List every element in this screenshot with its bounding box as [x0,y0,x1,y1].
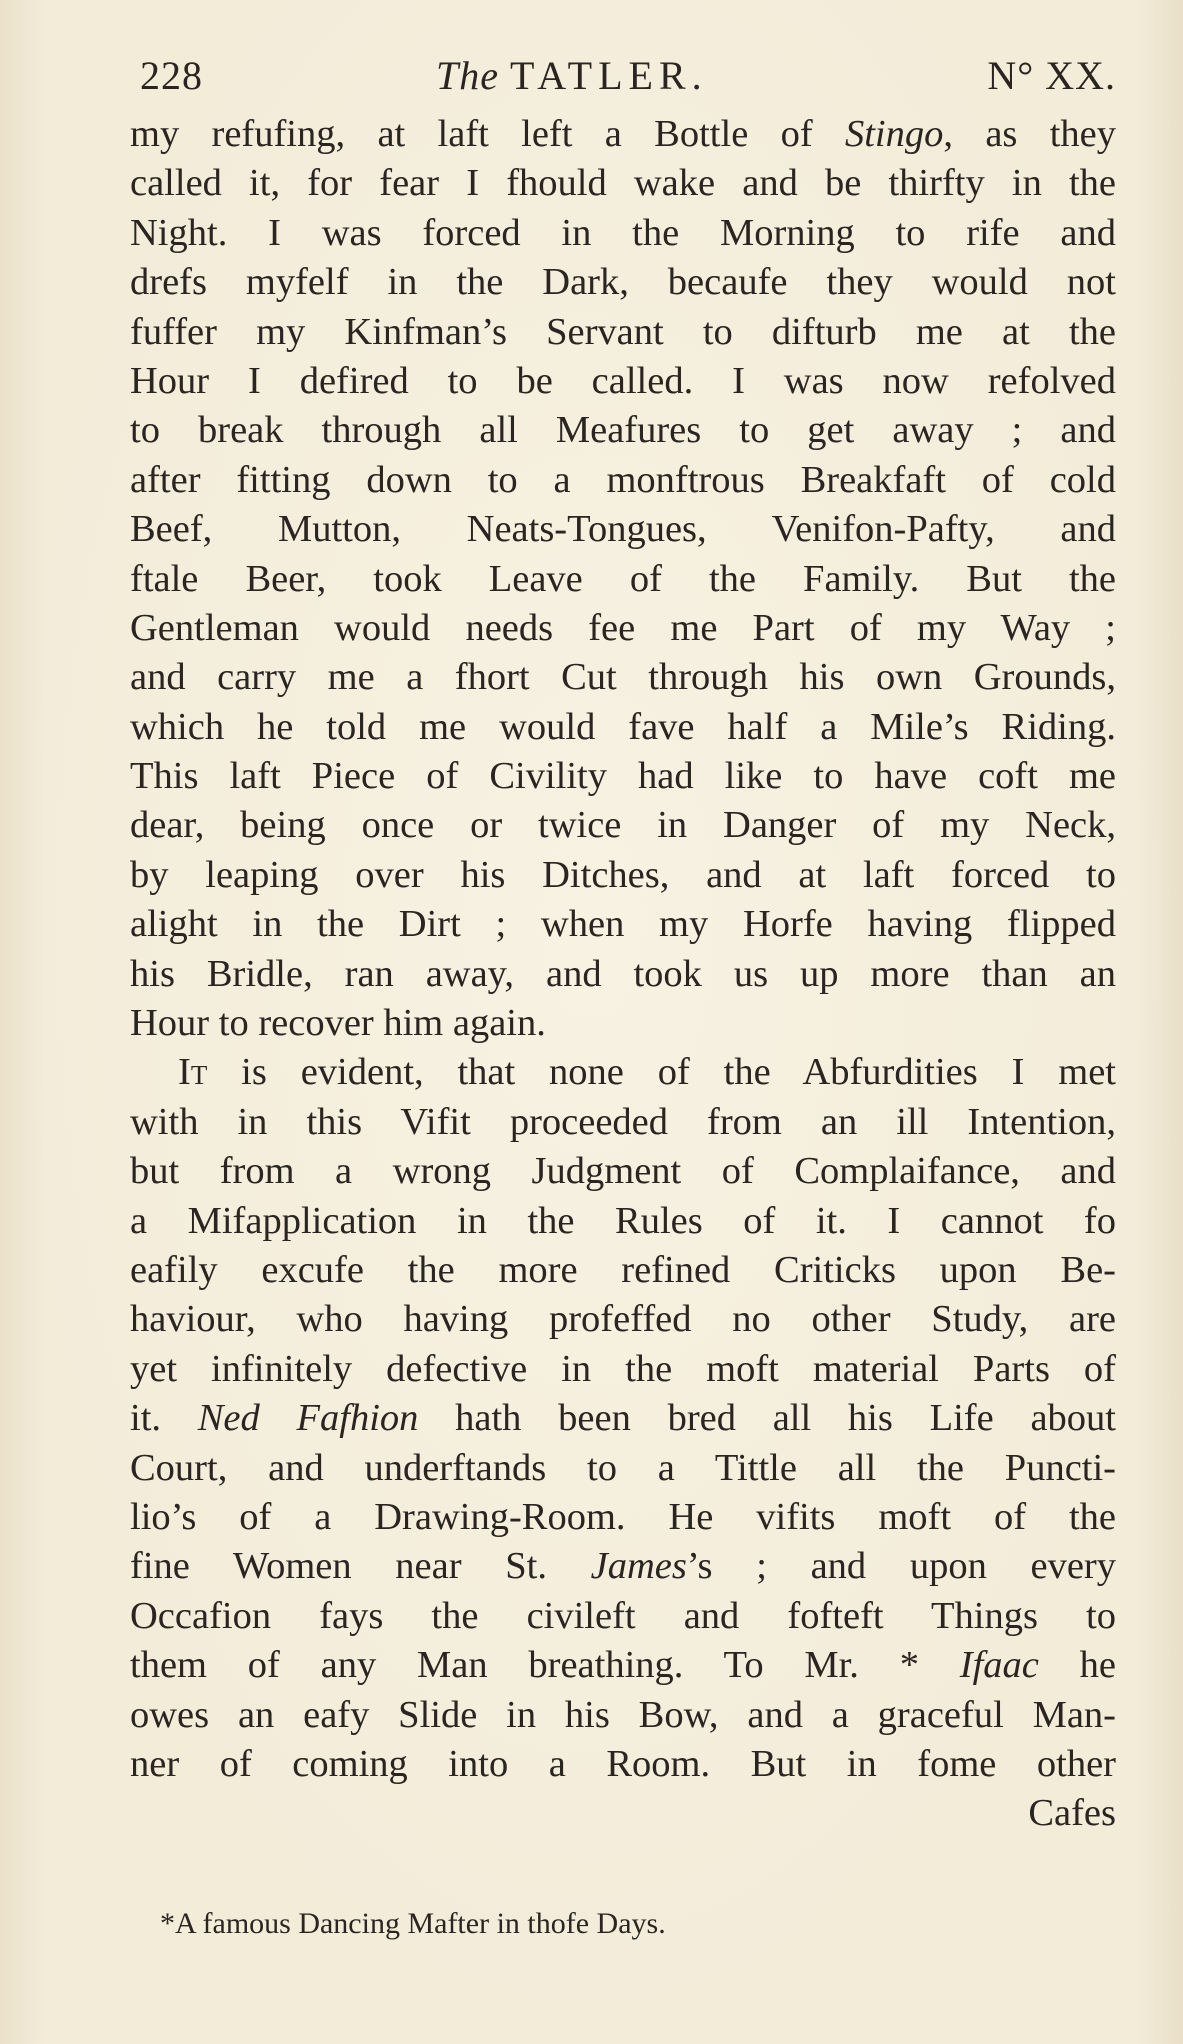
line-text: a Mifapplication in the Rules of it. I cannot fo [130,1199,1116,1242]
text-line [130,703,1116,752]
line-text: fuffer my Kinfman’s Servant to difturb me at the [130,310,1116,353]
text-line [130,209,1116,258]
line-text: ner of coming into a Room. But in fome other [130,1742,1116,1785]
text-line [130,1048,1116,1097]
line-text: eafily excufe the more refined Criticks upon Be- [130,1248,1116,1291]
line-text: drefs myfelf in the Dark, becaufe they would not [130,261,1116,304]
text-line [130,851,1116,900]
text-line [130,357,1116,406]
text-line [130,110,1116,159]
page-number: 228 [140,53,203,98]
text-line [130,653,1116,702]
line-text: to break through all Meafures to get away ; and [130,409,1116,452]
line-text-continued: hath been bred all his Life about [418,1397,1116,1440]
running-head [140,46,1116,106]
line-text: with in this Vifit proceeded from an ill Intention, [130,1100,1116,1143]
running-title-italic: The [436,53,499,98]
text-line [130,505,1116,554]
footnote-text: A famous Dancing Mafter in thofe Days. [175,1907,666,1940]
line-text: ftale Beer, took Leave of the Family. But the [130,557,1116,600]
italic-name: Stingo [844,113,944,155]
text-line [130,999,1116,1048]
text-line [130,308,1116,357]
footnote-marker: * [160,1907,175,1940]
text-line [130,900,1116,949]
italic-name: James [590,1545,687,1588]
line-text: them of any Man breathing. To Mr. * [130,1644,960,1687]
line-text-continued: , as they [943,113,1116,155]
text-line [130,1444,1116,1493]
text-line [130,406,1116,455]
text-line [130,159,1116,208]
text-line [130,1098,1116,1147]
line-text: Night. I was forced in the Morning to rife and [130,211,1116,254]
line-text: which he told me would fave half a Mile’s Riding. [130,705,1116,748]
text-line [130,950,1116,999]
line-text: it. [130,1397,198,1440]
line-text: Gentleman would needs fee me Part of my Way ; [130,606,1116,649]
text-line [130,555,1116,604]
line-text: but from a wrong Judgment of Complaifance, and [130,1150,1116,1193]
text-line [130,1641,1116,1690]
line-text-continued: he [1038,1644,1116,1687]
line-text-continued: ’s ; and upon every [686,1545,1116,1588]
text-line [130,752,1116,801]
issue-number: N° XX. [987,53,1116,98]
line-text: by leaping over his Ditches, and at laft forced to [130,853,1116,896]
line-text: yet infinitely defective in the moft material Parts of [130,1347,1116,1390]
line-text: fine Women near St. [130,1545,591,1588]
line-text: alight in the Dirt ; when my Horfe having flipped [130,903,1116,946]
text-line [130,1295,1116,1344]
line-text: Occafion fays the civileft and fofteft Things to [130,1594,1116,1637]
text-line [130,1394,1116,1443]
line-text: is evident, that none of the Abfurdities I met [207,1051,1116,1094]
text-line [130,456,1116,505]
text-line [130,1493,1116,1542]
line-text: Hour I defired to be called. I was now refolved [130,359,1116,402]
text-line [130,1197,1116,1246]
line-text: dear, being once or twice in Danger of my Neck, [130,804,1116,847]
text-line [130,1246,1116,1295]
italic-name: Ifaac [959,1644,1039,1687]
small-caps-opening: It [178,1051,208,1094]
line-text: after fitting down to a monftrous Breakfaft of cold [130,458,1116,501]
line-text: Court, and underftands to a Tittle all the Puncti- [130,1446,1116,1489]
line-text: Beef, Mutton, Neats-Tongues, Venifon-Pafty, and [130,508,1116,551]
line-text: called it, for fear I fhould wake and be thirfty in the [130,162,1116,205]
footnote [160,1902,960,1946]
text-line [130,1691,1116,1740]
line-text: Hour to recover him again. [130,1002,546,1045]
line-text: haviour, who having profeffed no other Study, are [130,1298,1116,1341]
text-line [130,1542,1116,1591]
text-line [130,1740,1116,1789]
line-text: This laft Piece of Civility had like to have coft me [130,755,1116,798]
text-line [130,1789,1116,1838]
text-line [130,1147,1116,1196]
italic-name: Ned Fafhion [197,1397,419,1440]
text-line [130,1592,1116,1641]
line-text: and carry me a fhort Cut through his own Grounds, [130,656,1116,699]
text-line [130,801,1116,850]
line-text: lio’s of a Drawing-Room. He vifits moft of the [130,1495,1116,1538]
text-line [130,604,1116,653]
text-line [130,258,1116,307]
text-line [130,1345,1116,1394]
line-text: his Bridle, ran away, and took us up more than an [130,952,1116,995]
line-text: my refufing, at laft left a Bottle of [130,113,845,155]
line-text: owes an eafy Slide in his Bow, and a graceful Man- [130,1693,1116,1736]
running-title-caps: TATLER. [510,53,708,98]
line-text: Cafes [1028,1792,1116,1835]
body-text [130,110,1116,1839]
running-title [436,46,708,106]
